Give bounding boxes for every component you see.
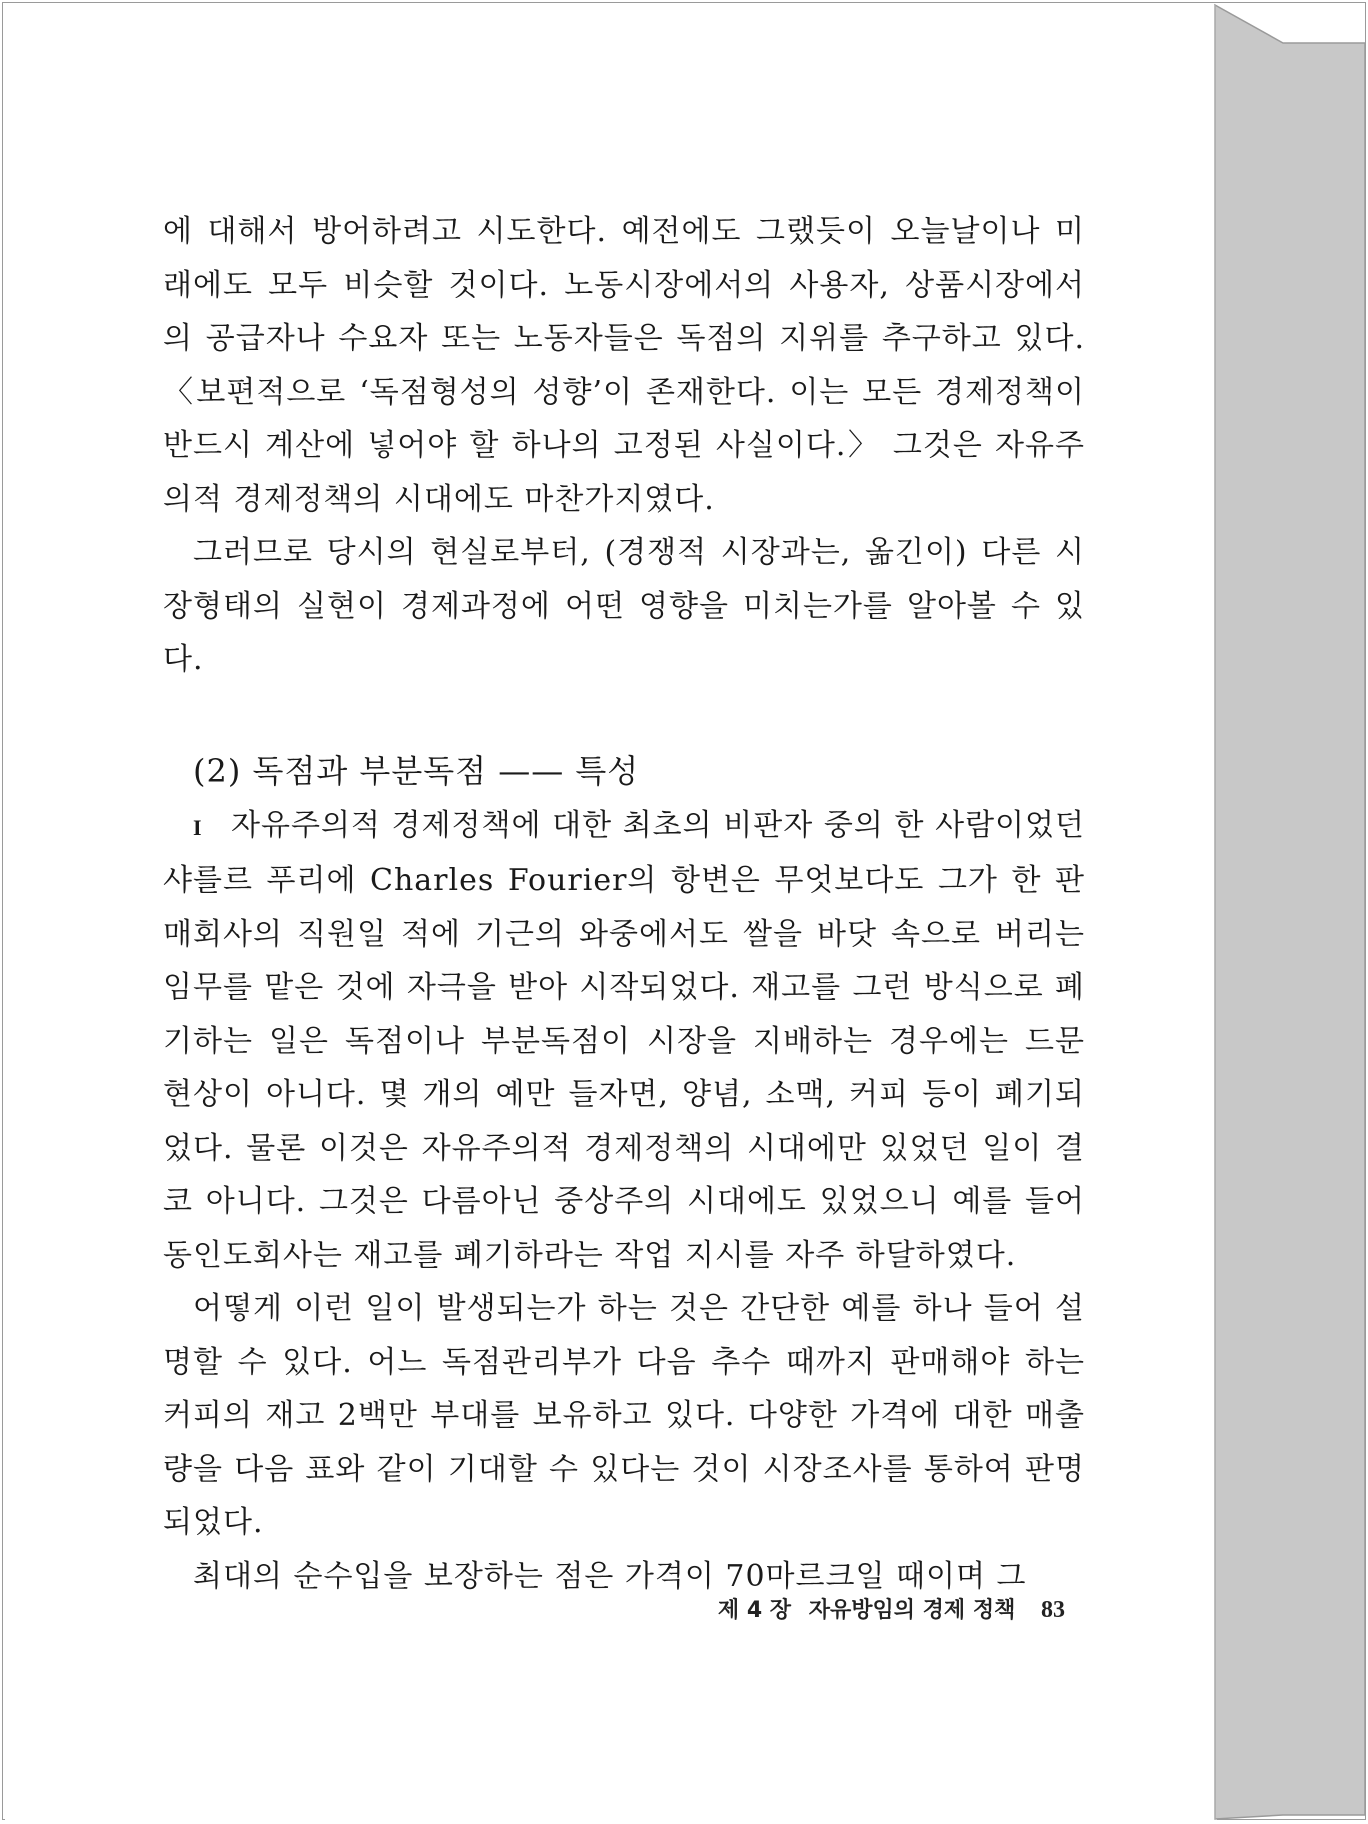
page-stack-edge [3, 3, 1367, 1821]
paragraph: 최대의 순수입을 보장하는 점은 가격이 70마르크일 때이며 그 [193, 1558, 1027, 1594]
chapter-title: 자유방임의 경제 정책 [808, 1598, 1016, 1623]
page-number: 83 [1041, 1597, 1065, 1623]
paragraph: 어떻게 이런 일이 발생되는가 하는 것은 간단한 예를 하나 들어 설명할 수 있다. 어느 독점관리부가 다음 추수 때까지 판매해야 하는 커피의 재고 2백만 부대를 보유하고 있다. 다양한 가격에 대한 매출량을 다음 표와 같이 기대할 수 있다는 것이 시장조사를 통하여 판명되었다. [163, 1291, 1085, 1540]
section-heading: (2) 독점과 부분독점 —— 특성 [193, 751, 640, 790]
paragraph: 그러므로 당시의 현실로부터, (경쟁적 시장과는, 옮긴이) 다른 시장형태의 실현이 경제과정에 어떤 영향을 미치는가를 알아볼 수 있다. [163, 535, 1085, 677]
paragraph-text: 자유주의적 경제정책에 대한 최초의 비판자 중의 한 사람이었던 샤를르 푸리에 Charles Fourier의 항변은 무엇보다도 그가 한 판매회사의 직원일 적에 기근의 와중에서도 쌀을 바닷 속으로 버리는 임무를 맡은 것에 자극을 받아 시작되었다. 재고를 그런 방식으로 폐기하는 일은 독점이나 부분독점이 시장을 지배하는 경우에는 드문 현상이 아니다. 몇 개의 예만 들자면, 양념, 소맥, 커피 등이 폐기되었다. 물론 이것은 자유주의적 경제정책의 시대에만 있었던 일이 결코 아니다. 그것은 다름아닌 중상주의 시대에도 있었으니 예를 들어 동인도회사는 재고를 폐기하라는 작업 지시를 자주 하달하였다. [163, 807, 1085, 1273]
paragraph: 에 대해서 방어하려고 시도한다. 예전에도 그랬듯이 오늘날이나 미래에도 모두 비슷할 것이다. 노동시장에서의 사용자, 상품시장에서의 공급자나 수요자 또는 노동자들은 독점의 지위를 추구하고 있다. 〈보편적으로 ‘독점형성의 성향’이 존재한다. 이는 모든 경제정책이 반드시 계산에 넣어야 할 하나의 고정된 사실이다.〉 그것은 자유주의적 경제정책의 시대에도 마찬가지였다. [163, 214, 1085, 517]
page-frame [2, 2, 1366, 1820]
item-marker: I [193, 814, 203, 840]
chapter-number: 제 4 장 [717, 1598, 792, 1623]
